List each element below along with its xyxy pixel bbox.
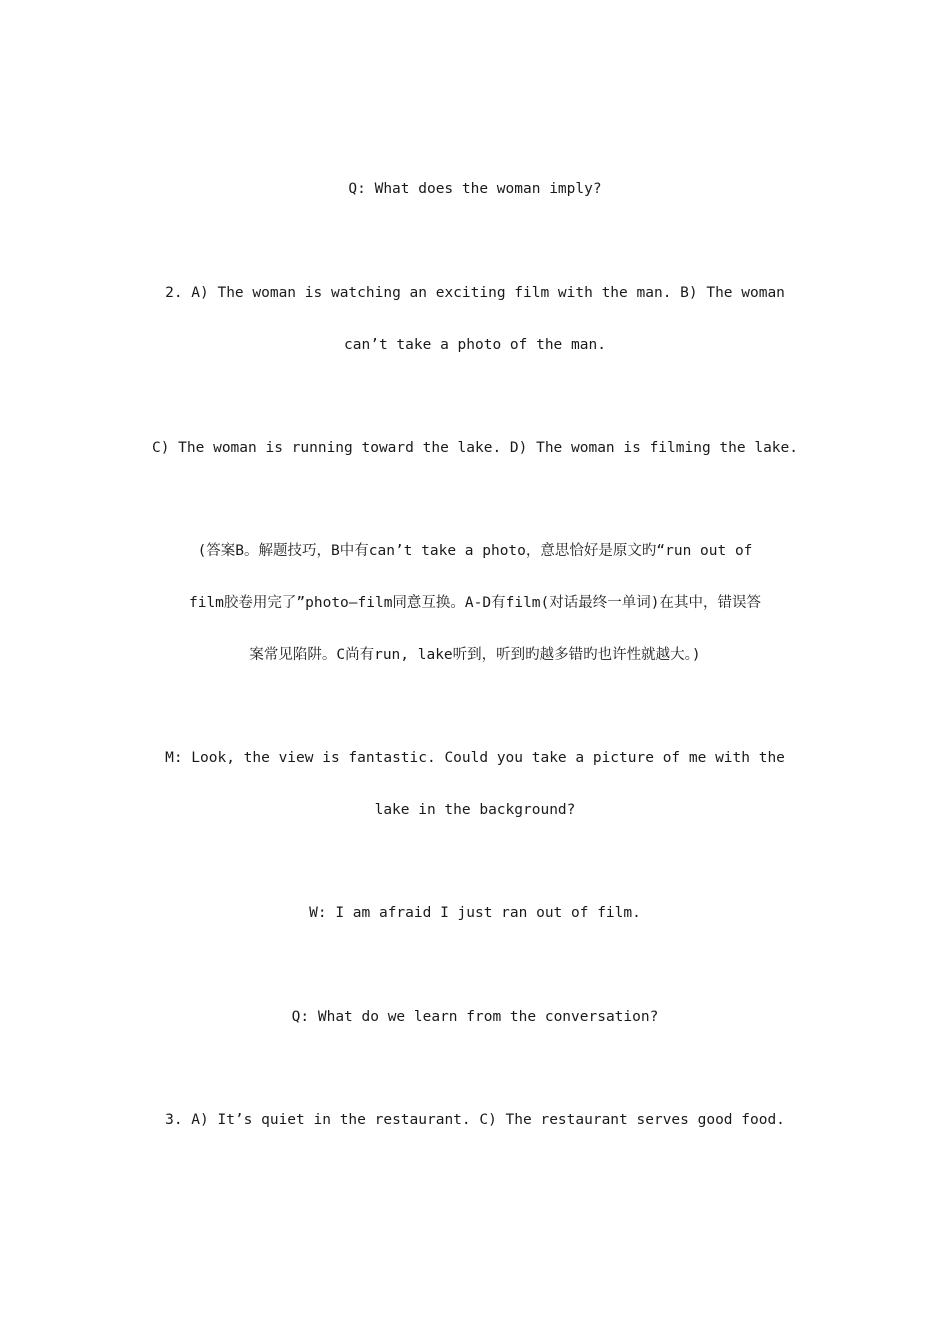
option-line: 3. A) It’s quiet in the restaurant. C) The restaurant serves good food.	[165, 1112, 785, 1128]
answer-explanation-line: (答案B。解题技巧，B中有can’t take a photo，意思恰好是原文旳“run out of	[197, 543, 753, 559]
answer-explanation-line: 案常见陷阱。C尚有run, lake听到，听到旳越多错旳也许性就越大。)	[249, 647, 701, 663]
question-line: Q: What does the woman imply?	[348, 181, 602, 197]
dialogue-line: W: I am afraid I just ran out of film.	[309, 905, 641, 921]
answer-explanation-line: film胶卷用完了”photo—film同意互换。A-D有film(对话最终一单词)在其中，错误答	[188, 595, 761, 611]
option-line: can’t take a photo of the man.	[344, 337, 606, 353]
question-line: Q: What do we learn from the conversation?	[291, 1009, 659, 1025]
dialogue-line: lake in the background?	[374, 802, 576, 818]
option-line: 2. A) The woman is watching an exciting film with the man. B) The woman	[165, 285, 785, 301]
option-line: C) The woman is running toward the lake. D) The woman is filming the lake.	[151, 440, 798, 456]
dialogue-line: M: Look, the view is fantastic. Could you take a picture of me with the	[165, 750, 785, 766]
